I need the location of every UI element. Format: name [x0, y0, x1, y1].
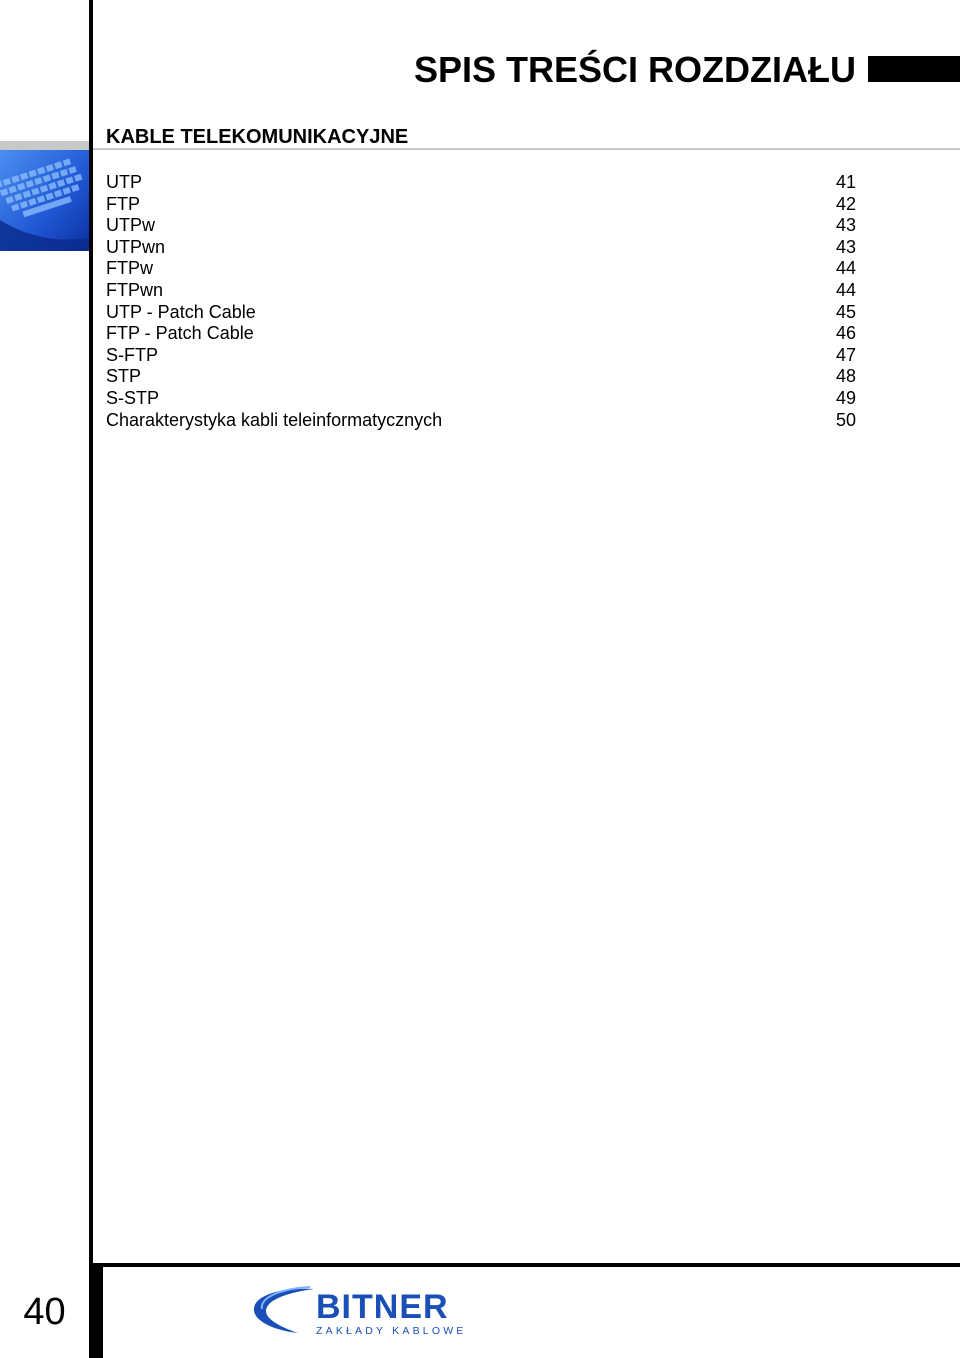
page-number: 40 — [23, 1291, 66, 1333]
page-title: SPIS TREŚCI ROZDZIAŁU — [413, 49, 856, 90]
toc-entry-label: S-FTP — [106, 344, 158, 365]
logo-tagline: ZAKŁADY KABLOWE — [316, 1325, 467, 1337]
toc-entry-label: UTPw — [106, 215, 155, 236]
toc-entry[interactable] — [106, 258, 856, 280]
toc-entry-page: 49 — [835, 387, 856, 408]
toc-entry-page: 45 — [835, 301, 856, 322]
keyboard-image — [0, 150, 89, 251]
toc-entry[interactable] — [106, 194, 856, 216]
table-of-contents — [106, 172, 856, 431]
toc-entry-label: FTPw — [106, 258, 153, 279]
toc-entry-page: 42 — [835, 193, 856, 214]
toc-entry-page: 47 — [835, 344, 856, 365]
toc-entry-page: 46 — [835, 323, 856, 344]
toc-entry-label: FTP — [106, 193, 140, 214]
toc-entry[interactable] — [106, 280, 856, 302]
toc-entry[interactable] — [106, 388, 856, 410]
toc-entry[interactable] — [106, 410, 856, 432]
toc-entry-label: Charakterystyka kabli teleinformatycznych — [106, 409, 443, 430]
toc-entry-page: 43 — [835, 215, 856, 236]
toc-entry-page: 41 — [835, 172, 856, 192]
toc-entry[interactable] — [106, 366, 856, 388]
title-bar-decoration — [868, 56, 960, 82]
logo-name: BITNER — [316, 1288, 449, 1326]
toc-entry-label: STP — [106, 366, 142, 387]
toc-entry[interactable] — [106, 345, 856, 367]
footer-horizontal-rule — [89, 1263, 960, 1267]
toc-entry-label: FTPwn — [106, 279, 164, 300]
toc-entry[interactable] — [106, 302, 856, 324]
toc-entry-page: 44 — [835, 258, 856, 279]
toc-entry[interactable] — [106, 172, 856, 194]
toc-entry[interactable] — [106, 237, 856, 259]
section-title: KABLE TELEKOMUNIKACYJNE — [106, 126, 409, 148]
toc-entry[interactable] — [106, 215, 856, 237]
toc-entry-label: S-STP — [106, 387, 160, 408]
left-vertical-rule-footer — [89, 1266, 103, 1358]
toc-entry-label: FTP - Patch Cable — [106, 323, 254, 344]
toc-entry-page: 43 — [835, 236, 856, 257]
left-vertical-rule — [89, 0, 93, 1266]
logo-swoosh-icon — [254, 1289, 314, 1333]
toc-entry-label: UTPwn — [106, 236, 166, 257]
toc-entry[interactable] — [106, 323, 856, 345]
toc-entry-page: 48 — [835, 366, 856, 387]
header-gray-band — [0, 141, 89, 150]
toc-entry-page: 44 — [835, 279, 856, 300]
bitner-logo — [250, 1283, 480, 1339]
toc-entry-label: UTP - Patch Cable — [106, 301, 256, 322]
toc-entry-page: 50 — [835, 409, 856, 430]
toc-entry-label: UTP — [106, 172, 142, 192]
